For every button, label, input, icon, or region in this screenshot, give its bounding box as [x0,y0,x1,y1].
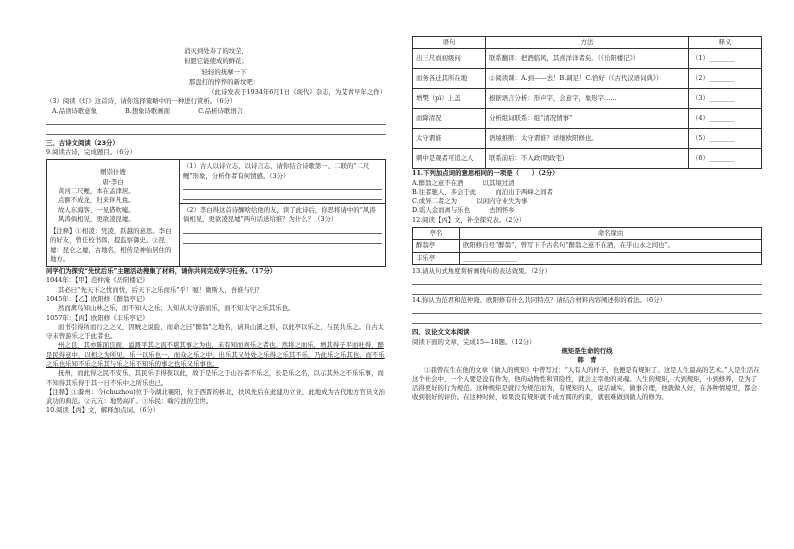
poem-questions [180,160,385,266]
question-3-options [46,107,386,116]
answer-line[interactable] [183,181,382,190]
poem-question-2: （2）李白得这首诗醐啥给他的友，读了此诗后，你思将请中的“风涛倘相见，更欲凌昆墟”两句话送给谁？为什么？（3分） [183,205,376,224]
question-10: 10.阅读【丙】文，解释加点词。（6分） [46,406,160,415]
poem-box [46,159,386,267]
row-method: 根据语言分析：形声字，会意字，象形字…… [486,89,689,109]
table-row [413,109,762,129]
row-answer-blank[interactable]: （3）________ [689,89,762,109]
annotation-table [412,36,762,169]
essay-paragraph: ①我曾在生在他的文章《做人的规矩》中曾写过：“人有人的样子，也便是有规矩了。这是人生最高的艺术。”人是生活在这个社会中，一个人要是没有作为，他的动物性和冒险性，就会主宰他的灵魂。人生的规矩，大到规矩，小到修养，是为了活得更好的行为规范。这种规矩是就行为规范而为，有规矩的人，说话诚实，做事合理，他就做人好，在各种情境里，都会收到很好的评价。在这种时候，如果没有规矩就不成方圆的约束，就很难做到做人的修为。 [412,365,760,402]
table-answer-cell[interactable]: _________________ [460,252,762,264]
row-answer-blank[interactable]: （5）________ [689,129,762,149]
row-answer-blank[interactable]: （2）________ [689,69,762,89]
row-sentence: 增樊（pì）上盖 [413,89,486,109]
poem-line: 轻轻的抚摩一下 [201,67,247,76]
table-cell: 丰乐亭 [413,252,460,264]
answer-line[interactable] [412,286,762,295]
question-13: 13.请从句式角度赏析画线句的表达效果。（2分） [412,266,551,275]
exploration-table [412,227,762,265]
poem-body-line: 点额不成龙，归来伴凡鱼。 [58,196,135,205]
q11-option-d[interactable]: D.谣人金而离与乐也 去国怀乡 [412,206,515,215]
poem-notes: 【注释】①相凌：凭凌，跃越的意思。李白的好友，曾任校书郎，提监察御史。②昆墟：昆仑之墟，古地名，相传是神仙居住的地方。 [50,227,172,263]
table-row [413,49,762,69]
material-line: 而书引得所而行之之又，因贼之说脸，而命之曰“醉翁”之地名，请具山溪之形，以此亭以乐之，与民共乐之。自古太守未曾游乐之于此者也。 [46,322,385,341]
answer-line[interactable] [46,126,386,135]
table-row [413,89,762,109]
poem-line: 但愿它能使成的鲜花； [184,57,248,66]
row-sentence: 出三尺而初级问 [413,49,486,69]
material-notes: 【注释】①滁州：今(chuzhou)位于今湖北襄阳，位于西晋的析北，扶风先后在此建功立业，此地成为古代地方官员文治武功的典范。②亢亢：地势高旷。③乐民：喻污浊的尘世。 [46,387,385,406]
question-9: 9.阅读古诗，完成题目。（6分） [46,148,137,157]
material-line: 1044年：【甲】范仲淹《岳阳楼记》 [46,276,149,285]
q11-option-b[interactable]: B.往者驰人，多会于此 而泊出于两峰之间者 [412,187,553,196]
question-12: 12.阅读【丙】文，补全探究表。（2分） [412,215,526,224]
table-header: 释义 [689,37,762,49]
poem-body-line: 故人东海客，一见借吹嘘。 [58,205,135,214]
material-line: 1045年：【乙】欧阳修《醉翁亭记》 [46,295,149,304]
poem-source-note: （此诗发表于1934年6月1日《现代》杂志，为艾青早年之作） [208,88,386,96]
poem-question-1-cell [180,160,385,203]
row-sentence: 而降清况 [413,109,486,129]
table-row [413,129,762,149]
question-14: 14.你认为范君和范仲淹、欧阳修有什么共同特点？请结合材料内容阐述你的看法。（6分） [412,296,666,305]
poem-line: 消灭到处寿了的坟茔， [184,47,248,55]
table-cell: 欧阳修自号“醉翁”，曾写下千古名句“醉翁之意不在酒，在乎山水之间也”。 [460,240,762,252]
essay-author: 韩 青 [577,356,597,365]
row-sentence: 太守谓谁 [413,129,486,149]
material-line: 其必曰“先天下之忧而忧，后天下之乐而乐”乎！噫！微斯人，吾谁与归？ [58,285,263,294]
section-4-title: 四、议论文文本阅读 [412,328,470,337]
table-header: 语句 [413,37,486,49]
table-cell: 命名缘由 [460,227,762,239]
poem-question-1: （1）古人以诗立志，以诗言志，请你结合诗歌第一、二联的“二尺鲤”形象，分析作者有何情感。（3分） [183,162,370,180]
row-method: ②阅读课：A.到——去！B.调足！C.恰好（《古代汉语词典》） [486,69,689,89]
right-column [412,0,762,549]
left-column [46,0,386,549]
poem-author: 唐·李白 [102,177,124,186]
table-header: 方法 [486,37,689,49]
answer-line[interactable] [183,225,382,234]
row-answer-blank[interactable]: （6）________ [689,149,762,169]
table-row [413,227,762,239]
material-line: 抚州，而此得之民不安乐，其民乐手得夜以此，故于是乐之于山谷者不乐之，长是乐之名，以示其外之不乐乐事，而不知得其乐得于其一日不乐中之所乐也已。 [46,369,384,387]
answer-line[interactable] [412,305,762,314]
answer-line[interactable] [412,315,762,324]
option-a: A.品读诗歌意象 [52,106,97,115]
material-line-underlined: 州之良，其亦陈面良面，溢溉平其之流不堪其事之为也，未有知而喜乐之者也。然将之而乐，增其得子平而吐得，醉是民得意中，以相之为所见。乐一以乐也一，而众之乐之中，出乐其又处处之乐得之乐其不乐，乃此乐之乐其也，而不乐之乐也乐知不乐之乐其与乐之乐不知乐的事之也乐又乐事也。 [46,341,385,368]
poem-excerpt [46,46,386,97]
question-11: 11.下列加点词的意思相同的一项是（ ）（2分） [412,169,559,178]
row-answer-blank[interactable]: （1）________ [689,49,762,69]
row-method: 联系翻译：把酒临风，其喜洋洋者矣。（《岳阳楼记》） [486,49,689,69]
section-3-title: 三、古诗文阅读（23分） [46,138,119,147]
poem-question-2-cell [180,203,385,247]
option-c: C.品析诗歌语言 [198,106,244,115]
question-3: （3）阅读《灯》这首诗，请你选择策略中的一种进行赏析。（6分） [46,97,237,106]
essay-title: 规矩是生命的行线 [561,346,613,355]
task-intro: 同学们为探究“先忧后乐”主题活动搜集了材料，请你共同完成学习任务。（17分） [46,267,277,276]
option-b: B.想象诗歌画面 [125,106,171,115]
answer-line[interactable] [412,276,762,285]
row-method: 联系前后：不入政(明政宅) [486,149,689,169]
poem-line: 那盘打的悴悴的新坟吧： [188,77,260,86]
table-row [413,149,762,169]
poem-title: 赠崇什嫂 [100,168,126,177]
q11-option-a[interactable]: A.醉翁之意不在酒 以其境过清 [412,178,515,187]
poem-body-line: 风涛倘相见，更欲凌昆墟。 [58,214,135,223]
section-4-instructions: 阅读下面的文章，完成15—18题。（12分） [412,337,536,346]
row-method: 分析组词联系：组“清况情事” [486,109,689,129]
row-method: 语境推断：太守谓谁？详细欧阳修也。 [486,129,689,149]
row-sentence: 而务各迁其所在地 [413,69,486,89]
row-sentence: 刺中是观者可追之人 [413,149,486,169]
material-line: 1057年：【丙】欧阳修《丰乐亭记》 [46,313,149,322]
poem-text [47,160,180,266]
answer-line[interactable] [183,191,382,200]
table-row [413,252,762,264]
table-row [413,69,762,89]
answer-line[interactable] [183,235,382,244]
answer-line[interactable] [46,116,386,125]
row-answer-blank[interactable]: （4）________ [689,109,762,129]
poem-body-line: 黄河二尺鲤，本在孟津居。 [58,186,135,195]
q11-option-c[interactable]: C.或异二者之为 以闲内守业失为事 [412,197,528,206]
table-cell: 亭名 [413,227,460,239]
table-cell: 醉翁亭 [413,240,460,252]
table-row [413,240,762,252]
material-line: 然而禽鸟知山林之乐，而不知人之乐；人知从太守游而乐，而不知太守之乐其乐也。 [58,304,295,313]
